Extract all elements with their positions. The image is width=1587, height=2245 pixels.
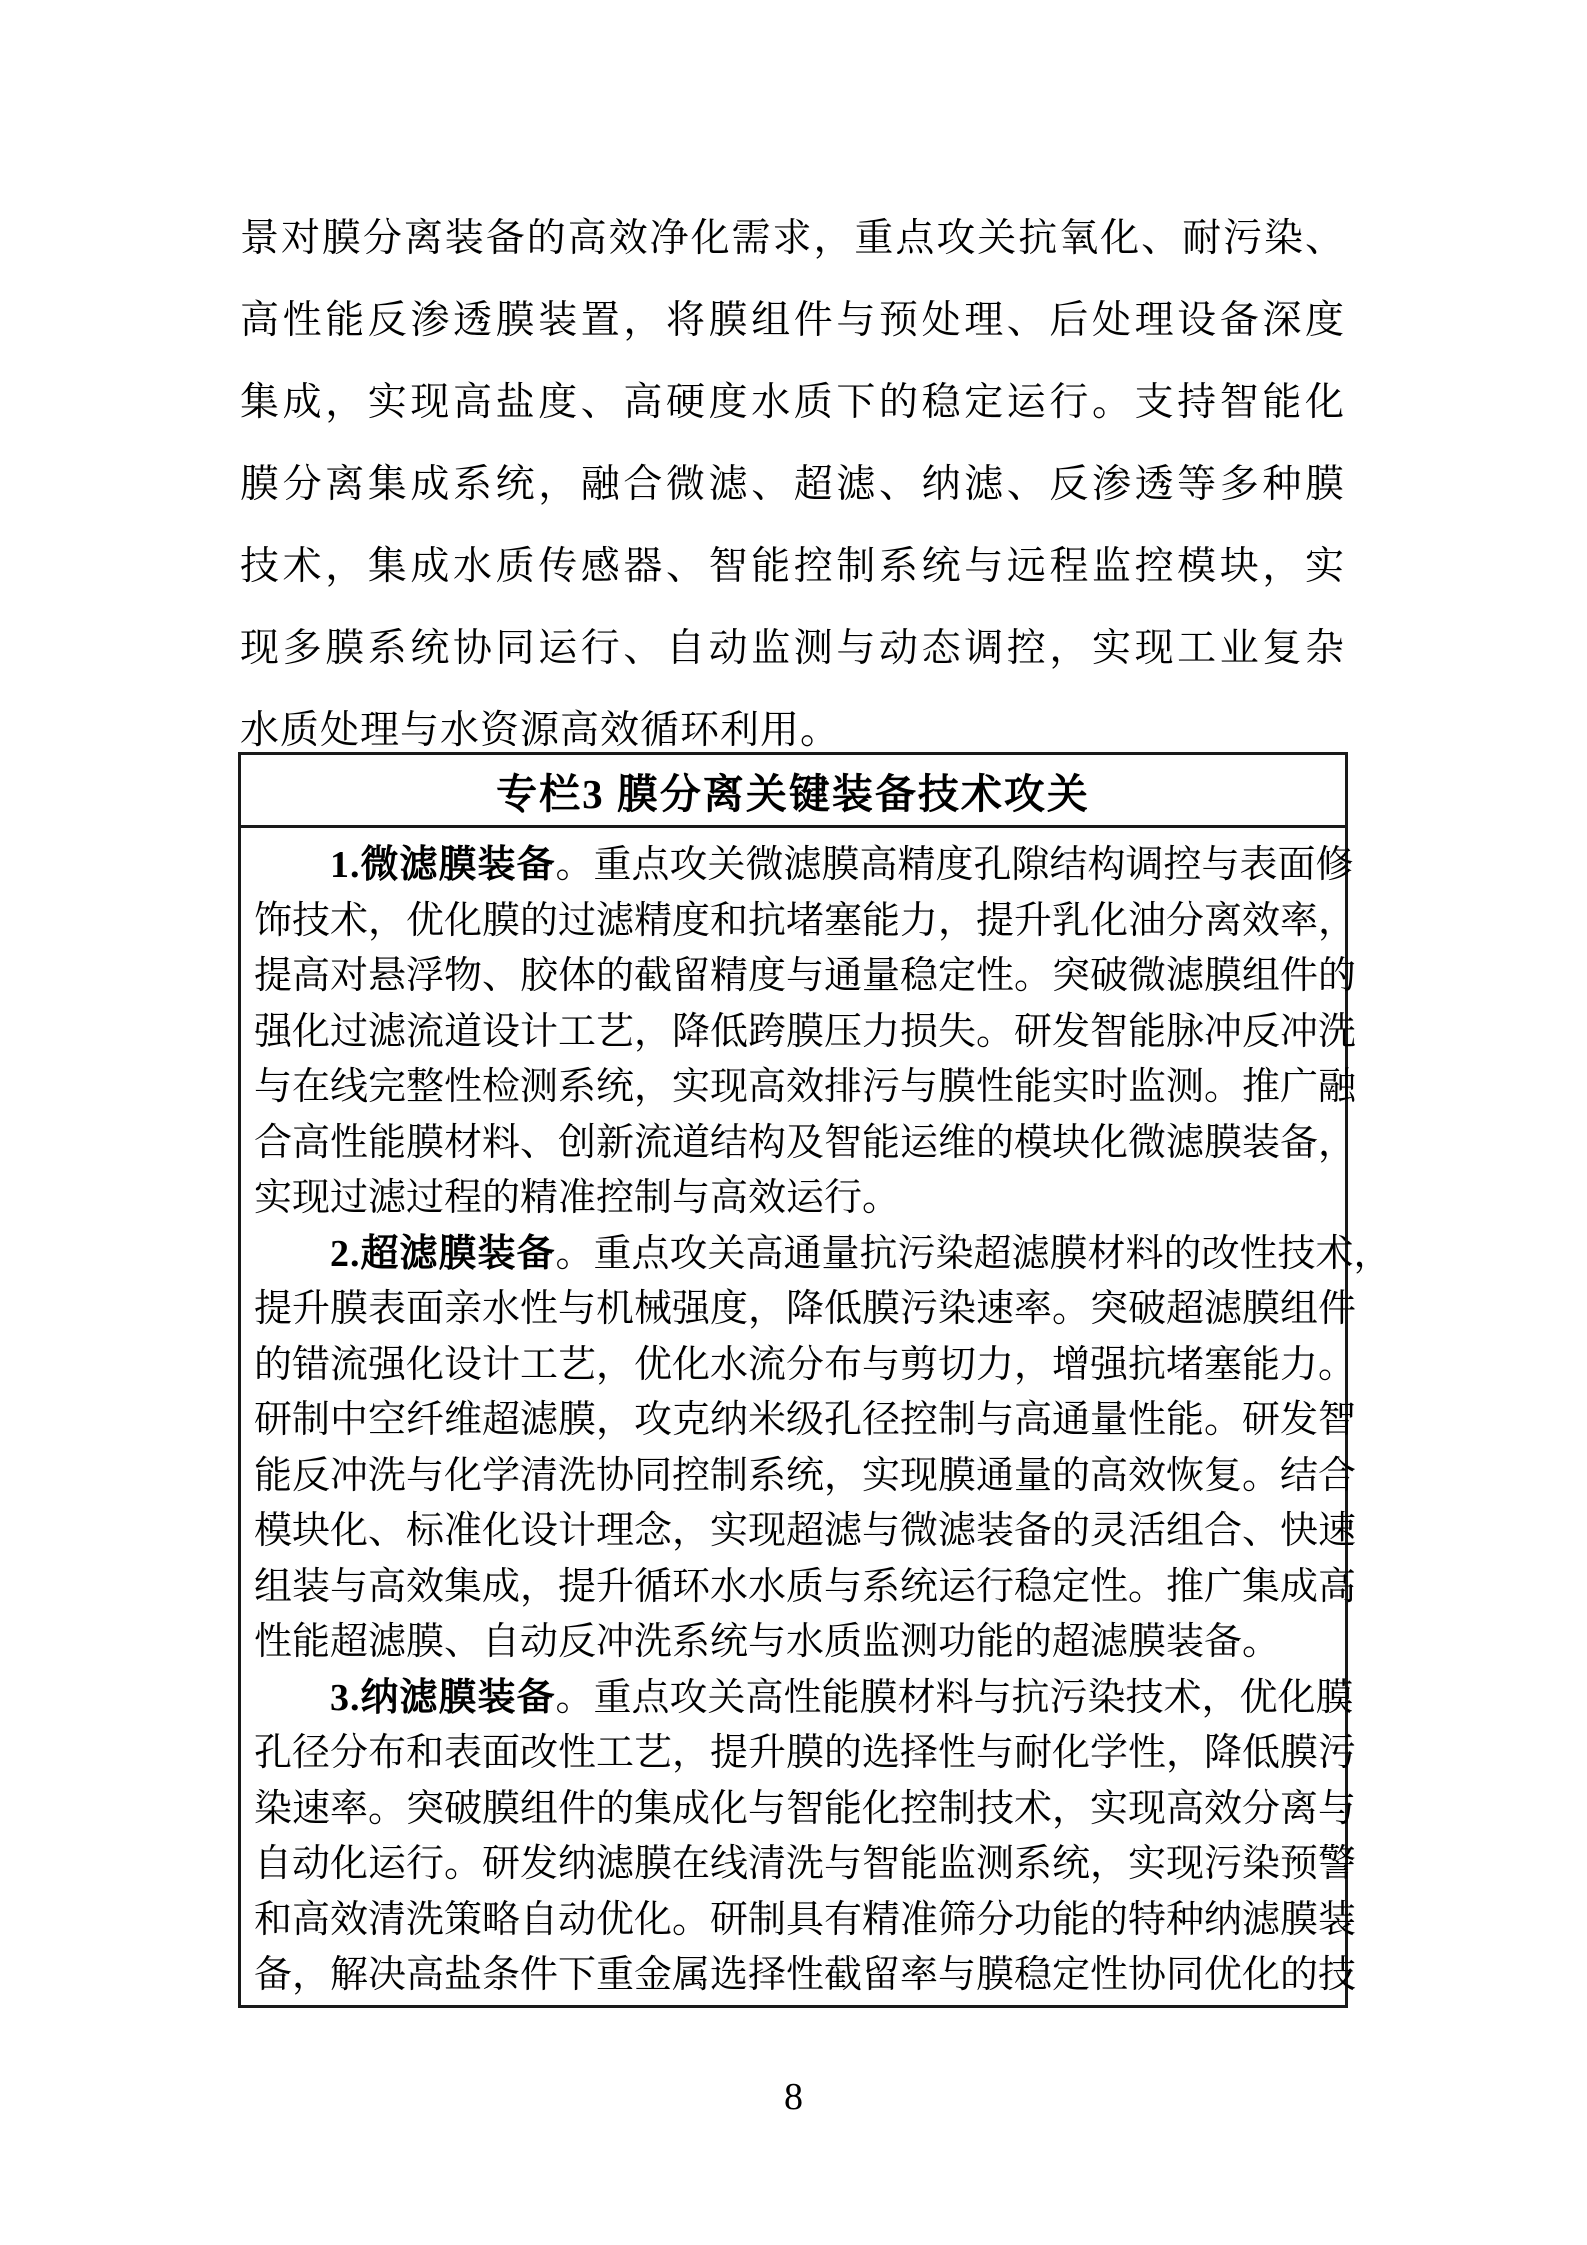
- text-line: 性能超滤膜、自动反冲洗系统与水质监测功能的超滤膜装备。: [254, 1621, 1281, 1663]
- text-line: 现多膜系统协同运行、自动监测与动态调控，实现工业复杂: [240, 627, 1345, 670]
- text-line: 强化过滤流道设计工艺，降低跨膜压力损失。研发智能脉冲反冲洗: [254, 1010, 1357, 1053]
- text-line: 的错流强化设计工艺，优化水流分布与剪切力，增强抗堵塞能力。: [254, 1343, 1357, 1386]
- panel-title: 专栏3 膜分离关键装备技术攻关: [241, 755, 1345, 828]
- text-line: 染速率。突破膜组件的集成化与智能化控制技术，实现高效分离与: [254, 1787, 1357, 1830]
- paragraph-lead: 1.微滤膜装备: [330, 844, 556, 886]
- panel-box: [238, 752, 1392, 2008]
- paragraph-lead: 2.超滤膜装备: [330, 1232, 556, 1275]
- page-number: 8: [784, 2076, 803, 2118]
- text-line: 膜分离集成系统，融合微滤、超滤、纳滤、反渗透等多种膜: [240, 463, 1345, 506]
- text-line: 自动化运行。研发纳滤膜在线清洗与智能监测系统，实现污染预警: [254, 1843, 1357, 1885]
- text-line: 饰技术，优化膜的过滤精度和抗堵塞能力，提升乳化油分离效率，: [254, 899, 1357, 942]
- text-line: 高性能反渗透膜装置，将膜组件与预处理、后处理设备深度: [240, 299, 1345, 342]
- text-line: 模块化、标准化设计理念，实现超滤与微滤装备的灵活组合、快速: [254, 1510, 1357, 1552]
- text-line: 3.纳滤膜装备。重点攻关高性能膜材料与抗污染技术，优化膜: [330, 1676, 1354, 1719]
- text-line: 研制中空纤维超滤膜，攻克纳米级孔径控制与高通量性能。研发智: [254, 1399, 1357, 1441]
- text-line: 集成，实现高盐度、高硬度水质下的稳定运行。支持智能化: [240, 381, 1345, 424]
- text-line: 合高性能膜材料、创新流道结构及智能运维的模块化微滤膜装备，: [254, 1121, 1357, 1164]
- paragraph-lead: 3.纳滤膜装备: [330, 1676, 556, 1719]
- text-line: 组装与高效集成，提升循环水水质与系统运行稳定性。推广集成高: [254, 1565, 1357, 1608]
- intro-paragraph: [240, 198, 1345, 772]
- text-line: 1.微滤膜装备。重点攻关微滤膜高精度孔隙结构调控与表面修: [330, 844, 1354, 886]
- text-line: 技术，集成水质传感器、智能控制系统与远程监控模块，实: [240, 545, 1345, 588]
- text-line: 2.超滤膜装备。重点攻关高通量抗污染超滤膜材料的改性技术，: [330, 1232, 1392, 1275]
- text-line: 与在线完整性检测系统，实现高效排污与膜性能实时监测。推广融: [254, 1066, 1357, 1108]
- text-line: 和高效清洗策略自动优化。研制具有精准筛分功能的特种纳滤膜装: [254, 1898, 1357, 1941]
- text-line: 提高对悬浮物、胶体的截留精度与通量稳定性。突破微滤膜组件的: [254, 955, 1357, 997]
- text-line: 提升膜表面亲水性与机械强度，降低膜污染速率。突破超滤膜组件: [254, 1288, 1357, 1330]
- text-line: 备，解决高盐条件下重金属选择性截留率与膜稳定性协同优化的技: [254, 1954, 1357, 1996]
- text-line: 景对膜分离装备的高效净化需求，重点攻关抗氧化、耐污染、: [240, 217, 1345, 260]
- text-line: 孔径分布和表面改性工艺，提升膜的选择性与耐化学性，降低膜污: [254, 1732, 1357, 1774]
- text-line: 水质处理与水资源高效循环利用。: [240, 709, 841, 752]
- panel-body: [241, 828, 1392, 2004]
- text-line: 能反冲洗与化学清洗协同控制系统，实现膜通量的高效恢复。结合: [254, 1454, 1357, 1497]
- text-line: 实现过滤过程的精准控制与高效运行。: [254, 1177, 901, 1219]
